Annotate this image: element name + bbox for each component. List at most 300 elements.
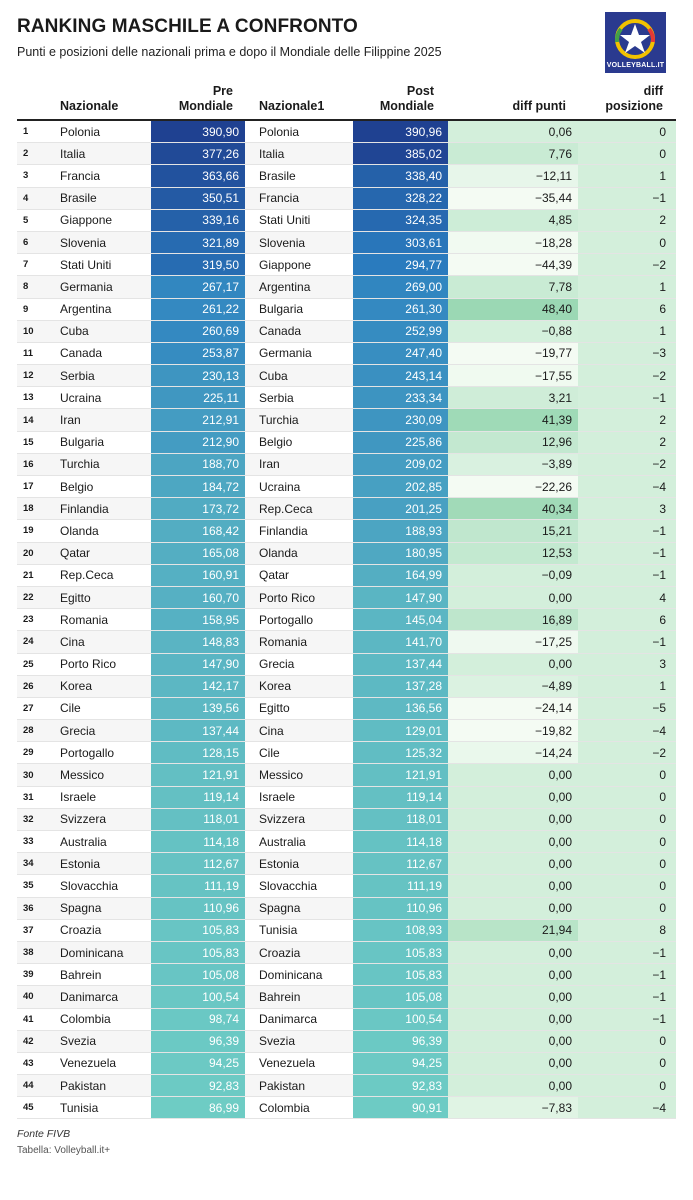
diff-points-cell: 0,00 bbox=[448, 1031, 578, 1052]
diff-position-cell: −4 bbox=[578, 720, 676, 741]
table-row bbox=[17, 964, 676, 986]
pre-points-cell: 105,83 bbox=[151, 942, 245, 963]
team-post-cell: Svizzera bbox=[259, 812, 306, 827]
diff-position-cell: −1 bbox=[578, 631, 676, 652]
pre-points-cell: 98,74 bbox=[151, 1009, 245, 1030]
rank-cell: 23 bbox=[23, 614, 34, 626]
post-points-cell: 390,96 bbox=[353, 121, 448, 142]
pre-points-cell: 168,42 bbox=[151, 520, 245, 541]
team-pre-cell: Canada bbox=[60, 346, 103, 361]
team-post-cell: Cuba bbox=[259, 368, 288, 383]
diff-points-cell: 0,00 bbox=[448, 986, 578, 1007]
diff-points-cell: −4,89 bbox=[448, 676, 578, 697]
diff-position-cell: 6 bbox=[578, 299, 676, 320]
diff-points-cell: 0,00 bbox=[448, 654, 578, 675]
col-header-diff-punti: diff punti bbox=[512, 99, 566, 113]
team-post-cell: Polonia bbox=[259, 124, 300, 139]
team-pre-cell: Israele bbox=[60, 790, 97, 805]
post-points-cell: 269,00 bbox=[353, 276, 448, 297]
table-row bbox=[17, 631, 676, 653]
rank-cell: 32 bbox=[23, 813, 34, 825]
team-pre-cell: Slovacchia bbox=[60, 878, 119, 893]
diff-points-cell: 0,06 bbox=[448, 121, 578, 142]
post-points-cell: 105,83 bbox=[353, 942, 448, 963]
post-points-cell: 303,61 bbox=[353, 232, 448, 253]
post-points-cell: 252,99 bbox=[353, 321, 448, 342]
diff-position-cell: −2 bbox=[578, 365, 676, 386]
team-pre-cell: Giappone bbox=[60, 213, 113, 228]
table-row bbox=[17, 787, 676, 809]
post-points-cell: 112,67 bbox=[353, 853, 448, 874]
table-row bbox=[17, 143, 676, 165]
pre-points-cell: 139,56 bbox=[151, 698, 245, 719]
post-points-cell: 92,83 bbox=[353, 1075, 448, 1096]
diff-points-cell: −17,25 bbox=[448, 631, 578, 652]
rank-cell: 41 bbox=[23, 1013, 34, 1025]
diff-points-cell: 0,00 bbox=[448, 1009, 578, 1030]
diff-position-cell: −4 bbox=[578, 476, 676, 497]
rank-cell: 36 bbox=[23, 902, 34, 914]
rank-cell: 8 bbox=[23, 281, 29, 293]
team-pre-cell: Egitto bbox=[60, 590, 91, 605]
table-row bbox=[17, 121, 676, 143]
rank-cell: 28 bbox=[23, 725, 34, 737]
team-pre-cell: Dominicana bbox=[60, 945, 124, 960]
col-header-post: Post Mondiale bbox=[379, 84, 434, 113]
rank-cell: 10 bbox=[23, 325, 34, 337]
team-post-cell: Turchia bbox=[259, 413, 299, 428]
rank-cell: 21 bbox=[23, 569, 34, 581]
pre-points-cell: 118,01 bbox=[151, 809, 245, 830]
pre-points-cell: 260,69 bbox=[151, 321, 245, 342]
diff-points-cell: −14,24 bbox=[448, 742, 578, 763]
table-row bbox=[17, 476, 676, 498]
diff-position-cell: 2 bbox=[578, 432, 676, 453]
post-points-cell: 230,09 bbox=[353, 409, 448, 430]
pre-points-cell: 188,70 bbox=[151, 454, 245, 475]
pre-points-cell: 148,83 bbox=[151, 631, 245, 652]
diff-points-cell: 4,85 bbox=[448, 210, 578, 231]
pre-points-cell: 230,13 bbox=[151, 365, 245, 386]
team-pre-cell: Bulgaria bbox=[60, 435, 105, 450]
col-header-pre: Pre Mondiale bbox=[178, 84, 233, 113]
table-row bbox=[17, 809, 676, 831]
diff-points-cell: −19,77 bbox=[448, 343, 578, 364]
team-post-cell: Bahrein bbox=[259, 989, 301, 1004]
diff-position-cell: −1 bbox=[578, 520, 676, 541]
team-post-cell: Brasile bbox=[259, 168, 296, 183]
rank-cell: 13 bbox=[23, 392, 34, 404]
table-row bbox=[17, 920, 676, 942]
team-post-cell: Cile bbox=[259, 745, 280, 760]
diff-position-cell: −1 bbox=[578, 188, 676, 209]
table-row bbox=[17, 1009, 676, 1031]
diff-points-cell: 7,76 bbox=[448, 143, 578, 164]
table-row bbox=[17, 543, 676, 565]
diff-position-cell: −2 bbox=[578, 454, 676, 475]
pre-points-cell: 142,17 bbox=[151, 676, 245, 697]
diff-position-cell: 0 bbox=[578, 764, 676, 785]
team-post-cell: Romania bbox=[259, 634, 308, 649]
team-post-cell: Ucraina bbox=[259, 479, 301, 494]
diff-position-cell: 4 bbox=[578, 587, 676, 608]
ranking-table bbox=[17, 121, 676, 1119]
rank-cell: 14 bbox=[23, 414, 34, 426]
post-points-cell: 121,91 bbox=[353, 764, 448, 785]
team-pre-cell: Serbia bbox=[60, 368, 95, 383]
table-row bbox=[17, 676, 676, 698]
post-points-cell: 328,22 bbox=[353, 188, 448, 209]
team-pre-cell: Cina bbox=[60, 634, 85, 649]
team-pre-cell: Pakistan bbox=[60, 1078, 107, 1093]
team-post-cell: Slovenia bbox=[259, 235, 306, 250]
table-row bbox=[17, 232, 676, 254]
pre-points-cell: 92,83 bbox=[151, 1075, 245, 1096]
diff-position-cell: 0 bbox=[578, 787, 676, 808]
team-pre-cell: Francia bbox=[60, 168, 101, 183]
diff-points-cell: 12,96 bbox=[448, 432, 578, 453]
post-points-cell: 141,70 bbox=[353, 631, 448, 652]
post-points-cell: 188,93 bbox=[353, 520, 448, 541]
table-header bbox=[17, 82, 676, 118]
pre-points-cell: 253,87 bbox=[151, 343, 245, 364]
diff-points-cell: −44,39 bbox=[448, 254, 578, 275]
pre-points-cell: 105,08 bbox=[151, 964, 245, 985]
rank-cell: 45 bbox=[23, 1102, 34, 1114]
diff-position-cell: −1 bbox=[578, 387, 676, 408]
team-post-cell: Croazia bbox=[259, 945, 301, 960]
team-pre-cell: Svizzera bbox=[60, 812, 107, 827]
rank-cell: 7 bbox=[23, 259, 29, 271]
page-subtitle: Punti e posizioni delle nazionali prima e dopo il Mondiale delle Filippine 2025 bbox=[17, 45, 442, 59]
diff-points-cell: −22,26 bbox=[448, 476, 578, 497]
post-points-cell: 164,99 bbox=[353, 565, 448, 586]
pre-points-cell: 184,72 bbox=[151, 476, 245, 497]
col-header-diff-posizione: diff posizione bbox=[605, 84, 663, 113]
pre-points-cell: 137,44 bbox=[151, 720, 245, 741]
pre-points-cell: 158,95 bbox=[151, 609, 245, 630]
rank-cell: 40 bbox=[23, 991, 34, 1003]
team-pre-cell: Romania bbox=[60, 612, 109, 627]
rank-cell: 20 bbox=[23, 547, 34, 559]
diff-position-cell: −1 bbox=[578, 986, 676, 1007]
diff-position-cell: 0 bbox=[578, 898, 676, 919]
diff-position-cell: −1 bbox=[578, 964, 676, 985]
pre-points-cell: 160,91 bbox=[151, 565, 245, 586]
rank-cell: 44 bbox=[23, 1080, 34, 1092]
pre-points-cell: 225,11 bbox=[151, 387, 245, 408]
team-post-cell: Pakistan bbox=[259, 1078, 306, 1093]
diff-position-cell: 0 bbox=[578, 853, 676, 874]
team-pre-cell: Messico bbox=[60, 768, 105, 783]
pre-points-cell: 147,90 bbox=[151, 654, 245, 675]
volleyball-logo bbox=[605, 12, 666, 73]
diff-points-cell: 48,40 bbox=[448, 299, 578, 320]
team-post-cell: Qatar bbox=[259, 568, 290, 583]
col-header-nazionale: Nazionale bbox=[60, 99, 119, 113]
diff-position-cell: 2 bbox=[578, 409, 676, 430]
diff-position-cell: 3 bbox=[578, 654, 676, 675]
rank-cell: 12 bbox=[23, 370, 34, 382]
diff-position-cell: 8 bbox=[578, 920, 676, 941]
post-points-cell: 90,91 bbox=[353, 1097, 448, 1118]
team-post-cell: Bulgaria bbox=[259, 302, 304, 317]
diff-position-cell: −1 bbox=[578, 942, 676, 963]
diff-position-cell: 0 bbox=[578, 809, 676, 830]
post-points-cell: 137,44 bbox=[353, 654, 448, 675]
team-post-cell: Egitto bbox=[259, 701, 290, 716]
post-points-cell: 136,56 bbox=[353, 698, 448, 719]
rank-cell: 35 bbox=[23, 880, 34, 892]
diff-points-cell: 0,00 bbox=[448, 964, 578, 985]
team-pre-cell: Grecia bbox=[60, 723, 96, 738]
rank-cell: 26 bbox=[23, 680, 34, 692]
diff-position-cell: −1 bbox=[578, 565, 676, 586]
pre-points-cell: 160,70 bbox=[151, 587, 245, 608]
team-pre-cell: Stati Uniti bbox=[60, 257, 112, 272]
rank-cell: 3 bbox=[23, 170, 29, 182]
col-header-nazionale1: Nazionale1 bbox=[259, 99, 325, 113]
team-pre-cell: Cuba bbox=[60, 324, 89, 339]
post-points-cell: 147,90 bbox=[353, 587, 448, 608]
diff-points-cell: −19,82 bbox=[448, 720, 578, 741]
logo-text: VOLLEYBALL.IT bbox=[606, 62, 665, 69]
team-post-cell: Francia bbox=[259, 191, 300, 206]
diff-points-cell: 12,53 bbox=[448, 543, 578, 564]
table-row bbox=[17, 387, 676, 409]
table-row bbox=[17, 898, 676, 920]
team-post-cell: Svezia bbox=[259, 1034, 296, 1049]
rank-cell: 29 bbox=[23, 747, 34, 759]
post-points-cell: 201,25 bbox=[353, 498, 448, 519]
rank-cell: 27 bbox=[23, 702, 34, 714]
diff-position-cell: −1 bbox=[578, 543, 676, 564]
diff-position-cell: 0 bbox=[578, 875, 676, 896]
table-row bbox=[17, 565, 676, 587]
team-post-cell: Cina bbox=[259, 723, 284, 738]
credit-note: Tabella: Volleyball.it+ bbox=[17, 1145, 111, 1156]
diff-position-cell: 0 bbox=[578, 1031, 676, 1052]
table-row bbox=[17, 853, 676, 875]
table-row bbox=[17, 188, 676, 210]
team-pre-cell: Portogallo bbox=[60, 745, 115, 760]
post-points-cell: 111,19 bbox=[353, 875, 448, 896]
diff-position-cell: 0 bbox=[578, 1075, 676, 1096]
table-row bbox=[17, 321, 676, 343]
table-row bbox=[17, 986, 676, 1008]
post-points-cell: 118,01 bbox=[353, 809, 448, 830]
pre-points-cell: 212,91 bbox=[151, 409, 245, 430]
table-row bbox=[17, 165, 676, 187]
diff-position-cell: 1 bbox=[578, 276, 676, 297]
diff-position-cell: 0 bbox=[578, 143, 676, 164]
source-note: Fonte FIVB bbox=[17, 1128, 71, 1140]
diff-position-cell: 2 bbox=[578, 210, 676, 231]
rank-cell: 38 bbox=[23, 947, 34, 959]
pre-points-cell: 119,14 bbox=[151, 787, 245, 808]
team-pre-cell: Tunisia bbox=[60, 1100, 99, 1115]
diff-points-cell: 0,00 bbox=[448, 853, 578, 874]
diff-points-cell: 0,00 bbox=[448, 942, 578, 963]
team-pre-cell: Svezia bbox=[60, 1034, 97, 1049]
table-row bbox=[17, 942, 676, 964]
team-pre-cell: Korea bbox=[60, 679, 93, 694]
diff-points-cell: −17,55 bbox=[448, 365, 578, 386]
diff-points-cell: −18,28 bbox=[448, 232, 578, 253]
team-post-cell: Estonia bbox=[259, 856, 300, 871]
post-points-cell: 261,30 bbox=[353, 299, 448, 320]
team-pre-cell: Croazia bbox=[60, 923, 102, 938]
team-pre-cell: Italia bbox=[60, 146, 86, 161]
rank-cell: 43 bbox=[23, 1057, 34, 1069]
table-row bbox=[17, 698, 676, 720]
post-points-cell: 225,86 bbox=[353, 432, 448, 453]
diff-points-cell: 7,78 bbox=[448, 276, 578, 297]
team-post-cell: Porto Rico bbox=[259, 590, 316, 605]
table-row bbox=[17, 254, 676, 276]
pre-points-cell: 390,90 bbox=[151, 121, 245, 142]
pre-points-cell: 261,22 bbox=[151, 299, 245, 320]
diff-points-cell: 21,94 bbox=[448, 920, 578, 941]
diff-points-cell: 40,34 bbox=[448, 498, 578, 519]
post-points-cell: 105,08 bbox=[353, 986, 448, 1007]
table-row bbox=[17, 276, 676, 298]
table-row bbox=[17, 1053, 676, 1075]
team-pre-cell: Iran bbox=[60, 413, 81, 428]
diff-points-cell: −35,44 bbox=[448, 188, 578, 209]
team-post-cell: Korea bbox=[259, 679, 292, 694]
table-row bbox=[17, 1031, 676, 1053]
diff-position-cell: −2 bbox=[578, 742, 676, 763]
pre-points-cell: 100,54 bbox=[151, 986, 245, 1007]
pre-points-cell: 94,25 bbox=[151, 1053, 245, 1074]
rank-cell: 33 bbox=[23, 836, 34, 848]
post-points-cell: 324,35 bbox=[353, 210, 448, 231]
diff-points-cell: −0,88 bbox=[448, 321, 578, 342]
pre-points-cell: 212,90 bbox=[151, 432, 245, 453]
table-row bbox=[17, 654, 676, 676]
rank-cell: 37 bbox=[23, 924, 34, 936]
team-pre-cell: Spagna bbox=[60, 901, 102, 916]
post-points-cell: 114,18 bbox=[353, 831, 448, 852]
diff-position-cell: 3 bbox=[578, 498, 676, 519]
rank-cell: 1 bbox=[23, 126, 29, 138]
post-points-cell: 385,02 bbox=[353, 143, 448, 164]
diff-position-cell: 0 bbox=[578, 831, 676, 852]
team-pre-cell: Ucraina bbox=[60, 390, 102, 405]
team-post-cell: Belgio bbox=[259, 435, 293, 450]
rank-cell: 30 bbox=[23, 769, 34, 781]
team-post-cell: Colombia bbox=[259, 1100, 310, 1115]
team-post-cell: Tunisia bbox=[259, 923, 298, 938]
table-row bbox=[17, 299, 676, 321]
table-row bbox=[17, 742, 676, 764]
diff-points-cell: 0,00 bbox=[448, 1075, 578, 1096]
rank-cell: 19 bbox=[23, 525, 34, 537]
rank-cell: 9 bbox=[23, 303, 29, 315]
team-post-cell: Portogallo bbox=[259, 612, 314, 627]
team-post-cell: Olanda bbox=[259, 546, 298, 561]
rank-cell: 5 bbox=[23, 214, 29, 226]
team-post-cell: Dominicana bbox=[259, 967, 323, 982]
team-post-cell: Grecia bbox=[259, 657, 295, 672]
post-points-cell: 100,54 bbox=[353, 1009, 448, 1030]
table-row bbox=[17, 1075, 676, 1097]
table-row bbox=[17, 498, 676, 520]
team-post-cell: Serbia bbox=[259, 390, 294, 405]
table-row bbox=[17, 875, 676, 897]
diff-points-cell: −24,14 bbox=[448, 698, 578, 719]
diff-points-cell: −7,83 bbox=[448, 1097, 578, 1118]
team-post-cell: Venezuela bbox=[259, 1056, 316, 1071]
team-pre-cell: Turchia bbox=[60, 457, 100, 472]
team-post-cell: Danimarca bbox=[259, 1012, 318, 1027]
pre-points-cell: 110,96 bbox=[151, 898, 245, 919]
diff-position-cell: 0 bbox=[578, 1053, 676, 1074]
table-row bbox=[17, 587, 676, 609]
pre-points-cell: 105,83 bbox=[151, 920, 245, 941]
post-points-cell: 243,14 bbox=[353, 365, 448, 386]
post-points-cell: 110,96 bbox=[353, 898, 448, 919]
team-pre-cell: Porto Rico bbox=[60, 657, 117, 672]
rank-cell: 11 bbox=[23, 347, 34, 359]
table-row bbox=[17, 210, 676, 232]
team-pre-cell: Belgio bbox=[60, 479, 94, 494]
team-post-cell: Giappone bbox=[259, 257, 312, 272]
pre-points-cell: 112,67 bbox=[151, 853, 245, 874]
post-points-cell: 338,40 bbox=[353, 165, 448, 186]
pre-points-cell: 319,50 bbox=[151, 254, 245, 275]
team-post-cell: Slovacchia bbox=[259, 878, 318, 893]
team-post-cell: Argentina bbox=[259, 279, 311, 294]
pre-points-cell: 121,91 bbox=[151, 764, 245, 785]
diff-position-cell: 0 bbox=[578, 121, 676, 142]
diff-position-cell: 0 bbox=[578, 232, 676, 253]
diff-points-cell: 0,00 bbox=[448, 764, 578, 785]
diff-points-cell: 0,00 bbox=[448, 1053, 578, 1074]
rank-cell: 39 bbox=[23, 969, 34, 981]
team-pre-cell: Slovenia bbox=[60, 235, 107, 250]
post-points-cell: 180,95 bbox=[353, 543, 448, 564]
rank-cell: 24 bbox=[23, 636, 34, 648]
team-post-cell: Germania bbox=[259, 346, 312, 361]
table-row bbox=[17, 764, 676, 786]
table-row bbox=[17, 831, 676, 853]
pre-points-cell: 96,39 bbox=[151, 1031, 245, 1052]
post-points-cell: 125,32 bbox=[353, 742, 448, 763]
team-post-cell: Spagna bbox=[259, 901, 301, 916]
pre-points-cell: 128,15 bbox=[151, 742, 245, 763]
diff-position-cell: 1 bbox=[578, 676, 676, 697]
team-post-cell: Iran bbox=[259, 457, 280, 472]
table-row bbox=[17, 720, 676, 742]
team-pre-cell: Rep.Ceca bbox=[60, 568, 114, 583]
diff-position-cell: 6 bbox=[578, 609, 676, 630]
pre-points-cell: 86,99 bbox=[151, 1097, 245, 1118]
team-post-cell: Messico bbox=[259, 768, 304, 783]
diff-position-cell: −5 bbox=[578, 698, 676, 719]
team-post-cell: Canada bbox=[259, 324, 302, 339]
post-points-cell: 94,25 bbox=[353, 1053, 448, 1074]
table-row bbox=[17, 520, 676, 542]
team-pre-cell: Brasile bbox=[60, 191, 97, 206]
pre-points-cell: 114,18 bbox=[151, 831, 245, 852]
diff-points-cell: 0,00 bbox=[448, 809, 578, 830]
team-pre-cell: Olanda bbox=[60, 523, 99, 538]
pre-points-cell: 267,17 bbox=[151, 276, 245, 297]
post-points-cell: 108,93 bbox=[353, 920, 448, 941]
pre-points-cell: 111,19 bbox=[151, 875, 245, 896]
